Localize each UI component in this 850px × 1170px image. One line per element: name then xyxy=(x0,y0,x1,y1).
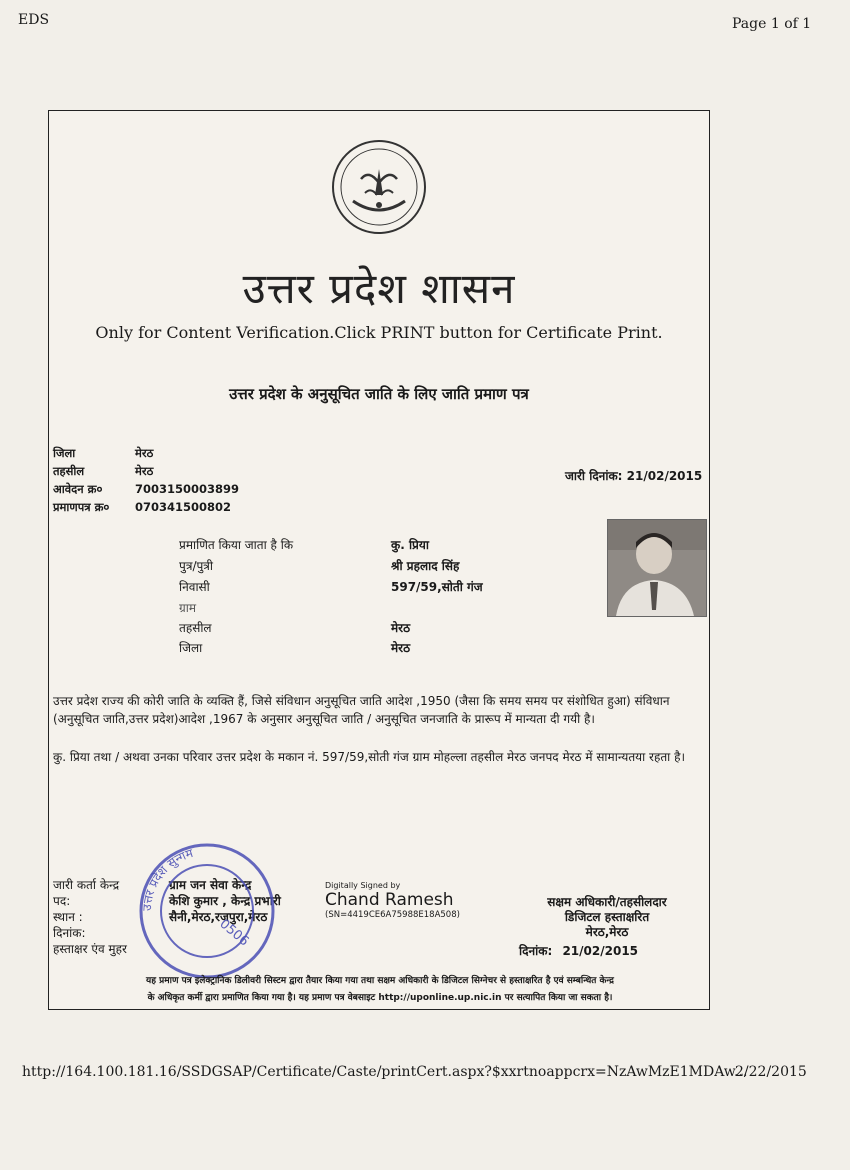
print-date: 2/22/2015 xyxy=(735,1064,807,1080)
digital-signature-caption: Digitally Signed by xyxy=(325,881,401,890)
issuer-labels xyxy=(53,877,127,957)
digital-signature-serial: (SN=4419CE6A75988E18A508) xyxy=(325,910,460,920)
caste-statement-paragraph: उत्तर प्रदेश राज्य की कोरी जाति के व्यक्ति हैं, जिसे संविधान अनुसूचित जाति आदेश ,1950 (जैसा कि समय समय पर संशोधित हुआ) संविधान (अनुसूचित जाति,उत्तर प्रदेश)आदेश ,1967 के अनुसार अनुसूचित जाति / अनुसूचित जनजाति के प्रारूप में मान्यता दी गयी है। xyxy=(53,694,670,726)
issuer-label: दिनांक: xyxy=(53,926,86,940)
issue-date xyxy=(565,467,702,484)
authority-date-value: 21/02/2015 xyxy=(562,944,639,958)
authority-title: सक्षम अधिकारी/तहसीलदार xyxy=(547,895,667,909)
authority-block xyxy=(509,895,705,940)
legal-footer-note xyxy=(55,973,705,1007)
authority-date xyxy=(519,942,638,959)
browser-header-left: EDS xyxy=(18,12,50,28)
meta-value: 7003150003899 xyxy=(135,482,240,496)
footer-note-line: के अधिकृत कर्मी द्वारा प्रमाणित किया गया है। यह प्रमाण पत्र वेबसाइट http://uponline.up.nic.in पर सत्यापित किया जा सकता है। xyxy=(147,993,613,1003)
digital-signature xyxy=(325,881,460,920)
issuer-value: सैनी,मेरठ,रजपुरा,मेरठ xyxy=(169,910,268,924)
issue-date-label: जारी दिनांक: xyxy=(565,469,623,483)
detail-label: पुत्र/पुत्री xyxy=(179,559,214,573)
digital-signature-name: Chand Ramesh xyxy=(325,890,454,910)
issuer-label: हस्ताक्षर एंव मुहर xyxy=(53,942,127,956)
detail-value-name: कु. प्रिया xyxy=(391,538,429,552)
meta-label: आवेदन क्र० xyxy=(53,482,103,496)
print-url: http://164.100.181.16/SSDGSAP/Certificate/Caste/printCert.aspx?$xxrtnoappcrx=NzAwMzE1MDAw... xyxy=(22,1064,748,1080)
detail-value-residence: 597/59,सोती गंज xyxy=(391,580,483,594)
meta-value: मेरठ xyxy=(135,446,154,460)
detail-value-district: मेरठ xyxy=(391,641,411,655)
detail-value-tehsil: मेरठ xyxy=(391,621,411,635)
residence-statement-paragraph: कु. प्रिया तथा / अथवा उनका परिवार उत्तर प्रदेश के मकान नं. 597/59,सोती गंज ग्राम मोहल्ला तहसील मेरठ जनपद मेरठ में सामान्यतया रहता है। xyxy=(53,750,686,764)
up-government-emblem xyxy=(331,139,427,235)
issuer-value: ग्राम जन सेवा केन्द्र xyxy=(169,878,252,892)
issuer-label: स्थान : xyxy=(53,910,83,924)
footer-note-line: यह प्रमाण पत्र इलेक्ट्रानिक डिलीवरी सिस्टम द्वारा तैयार किया गया तथा सक्षम अधिकारी के डिजिटल सिग्नेचर से हस्ताक्षरित है एवं सम्बन्धित केन्द्र xyxy=(146,976,614,986)
meta-value: मेरठ xyxy=(135,464,154,478)
authority-digital: डिजिटल हस्ताक्षरित xyxy=(564,910,650,924)
applicant-photo xyxy=(607,519,707,617)
official-seal-stamp xyxy=(133,839,281,981)
issuer-label: पद: xyxy=(53,894,71,908)
seal-arc-text: उत्तर प्रदेश सुन्गम xyxy=(139,845,195,912)
meta-application-number xyxy=(53,482,239,497)
meta-certificate-number xyxy=(53,500,231,515)
seal-number: 0506 xyxy=(216,916,252,950)
page-number: Page 1 of 1 xyxy=(732,16,812,32)
detail-label: प्रमाणित किया जाता है कि xyxy=(179,538,294,552)
detail-label: निवासी xyxy=(179,580,210,594)
issuer-value: केशि कुमार , केन्द्र प्रभारी xyxy=(169,894,281,908)
authority-location: मेरठ,मेरठ xyxy=(585,925,629,939)
meta-label: तहसील xyxy=(53,464,85,478)
detail-label: ग्राम xyxy=(179,601,197,615)
verification-subtitle: Only for Content Verification.Click PRINT button for Certificate Print. xyxy=(95,323,663,342)
detail-value-parent: श्री प्रहलाद सिंह xyxy=(391,559,460,573)
meta-tehsil xyxy=(53,464,153,479)
main-title: उत्तर प्रदेश शासन xyxy=(242,264,516,313)
meta-label: प्रमाणपत्र क्र० xyxy=(53,500,110,514)
meta-district xyxy=(53,446,153,461)
meta-label: जिला xyxy=(53,446,76,460)
certificate-heading: उत्तर प्रदेश के अनुसूचित जाति के लिए जाति प्रमाण पत्र xyxy=(229,385,529,403)
issue-date-value: 21/02/2015 xyxy=(626,469,703,483)
detail-label: तहसील xyxy=(179,621,212,635)
certificate-frame xyxy=(48,110,710,1010)
authority-date-label: दिनांक: xyxy=(519,944,553,958)
detail-label: जिला xyxy=(179,641,203,655)
issuer-label: जारी कर्ता केन्द्र xyxy=(53,878,120,892)
meta-value: 070341500802 xyxy=(135,500,232,514)
